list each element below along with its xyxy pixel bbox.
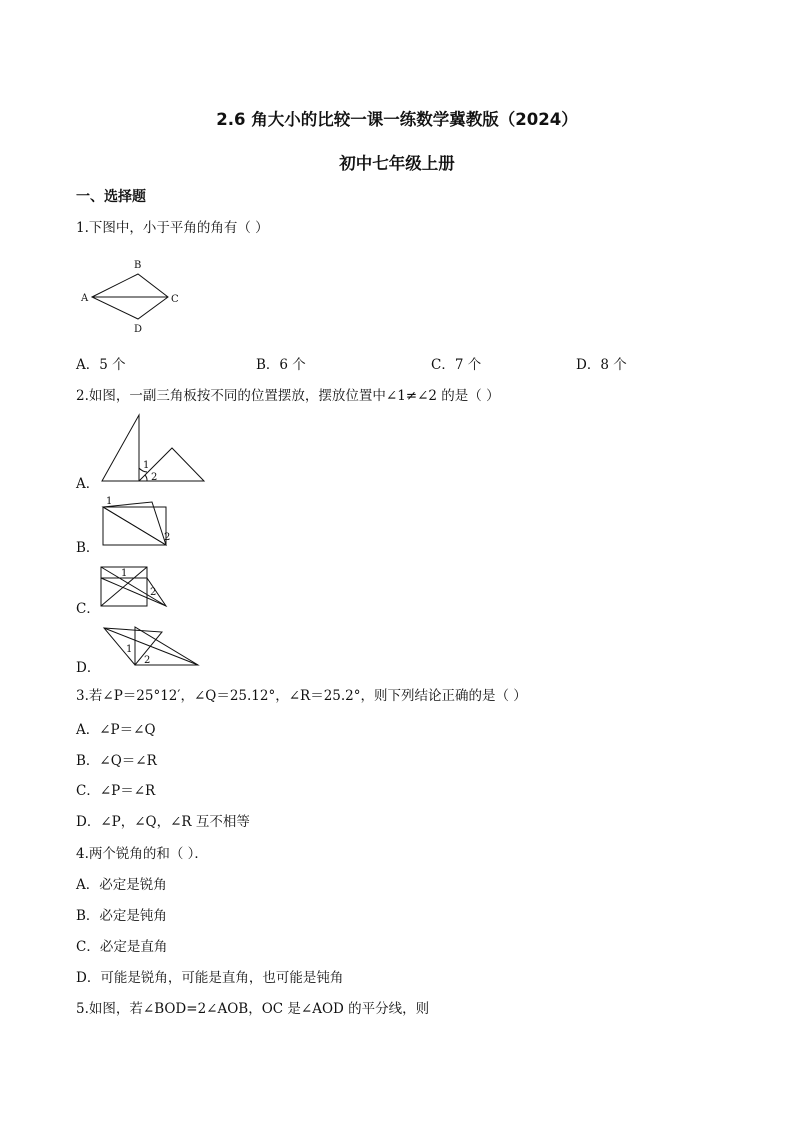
fig-c-angle-2: 2 bbox=[150, 587, 157, 598]
question-4-option-c[interactable]: C．必定是直角 bbox=[76, 939, 168, 955]
question-3-option-b[interactable]: B．∠Q＝∠R bbox=[76, 753, 157, 769]
question-1-option-b[interactable]: B．6 个 bbox=[256, 357, 306, 373]
question-4-option-b[interactable]: B．必定是钝角 bbox=[76, 908, 167, 924]
question-3-option-d[interactable]: D．∠P，∠Q，∠R 互不相等 bbox=[76, 814, 250, 830]
fig-d-angle-2: 2 bbox=[144, 655, 151, 666]
label-b: B bbox=[134, 260, 142, 271]
triangle-set-figure-b bbox=[103, 496, 170, 545]
question-2-option-d[interactable]: D． bbox=[76, 660, 101, 676]
page-subtitle: 初中七年级上册 bbox=[339, 154, 455, 173]
label-d: D bbox=[134, 324, 143, 335]
question-1-option-c[interactable]: C．7 个 bbox=[431, 357, 482, 373]
label-c: C bbox=[171, 294, 179, 305]
question-1-stem: 1.下图中，小于平角的角有（ ） bbox=[76, 220, 269, 236]
question-2-option-c[interactable]: C． bbox=[76, 601, 100, 617]
fig-d-angle-1: 1 bbox=[126, 644, 133, 655]
question-3-stem: 3.若∠P＝25°12′，∠Q＝25.12°，∠R＝25.2°，则下列结论正确的是（ ） bbox=[76, 688, 527, 704]
section-heading: 一、选择题 bbox=[76, 189, 146, 205]
question-1-option-d[interactable]: D．8 个 bbox=[576, 357, 627, 373]
fig-a-angle-2: 2 bbox=[151, 472, 158, 483]
question-2-option-a[interactable]: A． bbox=[76, 476, 100, 492]
triangle-set-figure-a bbox=[102, 415, 204, 483]
fig-a-angle-1: 1 bbox=[143, 460, 150, 471]
question-5-stem: 5.如图，若∠BOD=2∠AOB，OC 是∠AOD 的平分线，则 bbox=[76, 1001, 430, 1017]
fig-c-angle-1: 1 bbox=[121, 568, 128, 579]
question-2-option-b[interactable]: B． bbox=[76, 540, 100, 556]
question-4-option-a[interactable]: A．必定是锐角 bbox=[76, 877, 167, 893]
triangle-set-figure-d bbox=[104, 627, 198, 666]
question-3-option-c[interactable]: C．∠P＝∠R bbox=[76, 783, 156, 799]
label-a: A bbox=[81, 293, 89, 304]
fig-b-angle-2: 2 bbox=[164, 532, 171, 543]
question-1-option-a[interactable]: A．5 个 bbox=[76, 357, 126, 373]
question-2-stem: 2.如图，一副三角板按不同的位置摆放，摆放位置中∠1≠∠2 的是（ ） bbox=[76, 388, 500, 404]
page-title: 2.6 角大小的比较一课一练数学冀教版（2024） bbox=[216, 110, 578, 129]
question-4-stem: 4.两个锐角的和（ ）． bbox=[76, 846, 208, 862]
question-3-option-a[interactable]: A．∠P＝∠Q bbox=[76, 722, 156, 738]
fig-b-angle-1: 1 bbox=[106, 496, 113, 507]
question-4-option-d[interactable]: D．可能是锐角，可能是直角，也可能是钝角 bbox=[76, 970, 344, 986]
triangle-set-figure-c bbox=[101, 567, 166, 606]
